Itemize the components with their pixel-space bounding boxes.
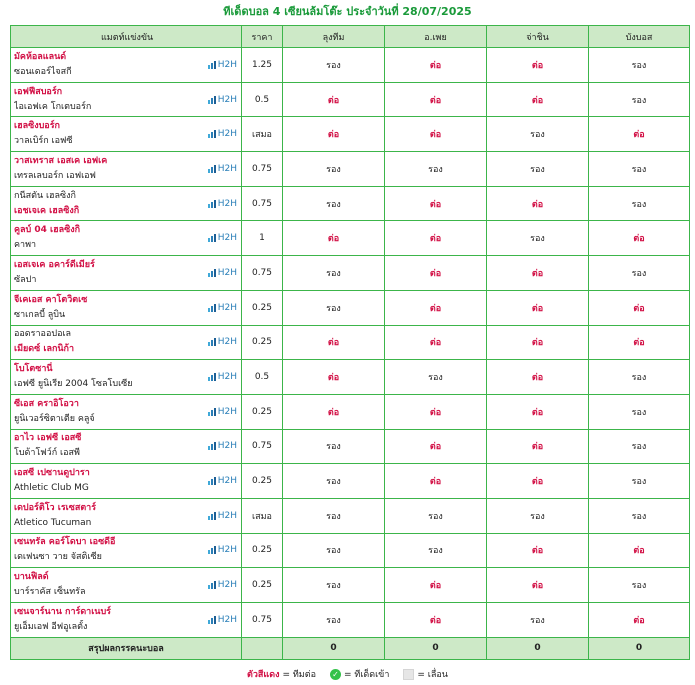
match-row <box>11 48 690 83</box>
tipster-pick: ต่อ <box>589 290 690 325</box>
bar-chart-icon <box>208 269 216 277</box>
home-team-name: โบโตซานี่ <box>14 364 53 375</box>
away-team-name: ซาเกลบี้ ลูบิน <box>14 309 66 320</box>
handicap-price: 0.25 <box>242 533 283 568</box>
match-teams <box>14 535 237 565</box>
bar-chart-icon <box>208 373 216 381</box>
match-cell <box>11 82 242 117</box>
tipster-pick: รอง <box>589 360 690 395</box>
postponed-box-icon <box>403 669 414 680</box>
bar-chart-icon <box>208 338 216 346</box>
home-team-name: อาไว เอฟซี เอสซี <box>14 433 82 444</box>
summary-value: 0 <box>487 637 589 659</box>
tipster-pick: ต่อ <box>385 464 487 499</box>
match-teams <box>14 223 237 253</box>
h2h-link[interactable] <box>208 441 237 451</box>
bar-chart-icon <box>208 61 216 69</box>
bar-chart-icon <box>208 512 216 520</box>
tipster-pick: ต่อ <box>487 186 589 221</box>
tipster-pick: ต่อ <box>487 325 589 360</box>
bar-chart-icon <box>208 200 216 208</box>
home-team-name: คูลบ์ 04 เฮลซิงกิ <box>14 225 81 236</box>
match-cell <box>11 325 242 360</box>
handicap-price: เสมอ <box>242 117 283 152</box>
tipster-pick: รอง <box>487 603 589 638</box>
home-team-name: เดปอร์ติโว เรเซสตาร์ <box>14 502 97 513</box>
tipster-pick: รอง <box>283 256 385 291</box>
match-row <box>11 117 690 152</box>
h2h-label: H2H <box>217 163 237 174</box>
tipster-pick: รอง <box>283 48 385 83</box>
h2h-label: H2H <box>217 302 237 313</box>
handicap-price: 0.75 <box>242 152 283 187</box>
legend <box>0 667 695 681</box>
tipster-pick: ต่อ <box>385 290 487 325</box>
tipster-pick: รอง <box>589 186 690 221</box>
match-teams <box>14 466 237 496</box>
tipster-pick: ต่อ <box>487 533 589 568</box>
h2h-label: H2H <box>217 198 237 209</box>
tipster-pick: รอง <box>487 498 589 533</box>
tipster-pick: ต่อ <box>589 533 690 568</box>
h2h-link[interactable] <box>208 337 237 347</box>
match-teams <box>14 258 237 288</box>
match-teams <box>14 85 237 115</box>
header-tipster-1: ลุงทีม <box>283 26 385 48</box>
tipster-pick: ต่อ <box>385 256 487 291</box>
legend-red <box>247 667 316 681</box>
home-team-name: กนีสตัน เฮลซิงกิ <box>14 190 76 201</box>
match-teams <box>14 119 237 149</box>
tipster-pick: ต่อ <box>589 117 690 152</box>
match-teams <box>14 605 237 635</box>
tipster-pick: รอง <box>589 568 690 603</box>
h2h-link[interactable] <box>208 407 237 417</box>
away-team-name: ซัลปา <box>14 274 37 285</box>
h2h-link[interactable] <box>208 580 237 590</box>
tipster-pick: ต่อ <box>589 325 690 360</box>
tipster-pick: ต่อ <box>487 464 589 499</box>
tipster-pick: ต่อ <box>385 394 487 429</box>
match-row <box>11 186 690 221</box>
handicap-price: เสมอ <box>242 498 283 533</box>
bar-chart-icon <box>208 165 216 173</box>
tipster-pick: รอง <box>589 152 690 187</box>
tipster-pick: ต่อ <box>385 568 487 603</box>
h2h-link[interactable] <box>208 615 237 625</box>
h2h-label: H2H <box>217 337 237 348</box>
match-teams <box>14 293 237 323</box>
tipster-pick: ต่อ <box>487 394 589 429</box>
match-cell <box>11 498 242 533</box>
h2h-link[interactable] <box>208 199 237 209</box>
tipster-pick: ต่อ <box>385 325 487 360</box>
bar-chart-icon <box>208 304 216 312</box>
tipster-pick: ต่อ <box>487 48 589 83</box>
h2h-label: H2H <box>217 129 237 140</box>
match-cell <box>11 290 242 325</box>
header-price: ราคา <box>242 26 283 48</box>
match-cell <box>11 429 242 464</box>
h2h-label: H2H <box>217 406 237 417</box>
tipster-pick: ต่อ <box>487 256 589 291</box>
header-match: แมตท์แข่งขัน <box>11 26 242 48</box>
tipster-pick: ต่อ <box>283 360 385 395</box>
tipster-pick: รอง <box>283 533 385 568</box>
home-team-name: เซนจาร์นาน การ์ดาเนบร์ <box>14 606 112 617</box>
h2h-label: H2H <box>217 59 237 70</box>
handicap-price: 0.25 <box>242 325 283 360</box>
legend-postponed <box>403 667 448 681</box>
tipster-pick: ต่อ <box>385 117 487 152</box>
match-row <box>11 498 690 533</box>
tipster-pick: ต่อ <box>283 117 385 152</box>
tipster-pick: ต่อ <box>487 82 589 117</box>
h2h-link[interactable] <box>208 511 237 521</box>
tipster-pick: ต่อ <box>283 82 385 117</box>
summary-row <box>11 637 690 659</box>
bar-chart-icon <box>208 408 216 416</box>
tipster-pick: รอง <box>283 464 385 499</box>
match-row <box>11 603 690 638</box>
away-team-name: Athletic Club MG <box>14 483 89 494</box>
header-tipster-3: จ่าชิน <box>487 26 589 48</box>
match-cell <box>11 48 242 83</box>
match-cell <box>11 394 242 429</box>
h2h-label: H2H <box>217 580 237 591</box>
home-team-name: บานฟิลด์ <box>14 572 49 583</box>
away-team-name: บาร์ราคัส เซ็นทรัล <box>14 587 86 598</box>
legend-check <box>330 667 389 681</box>
match-teams <box>14 154 237 184</box>
tipster-pick: รอง <box>283 152 385 187</box>
handicap-price: 0.75 <box>242 429 283 464</box>
match-cell <box>11 464 242 499</box>
handicap-price: 0.75 <box>242 603 283 638</box>
match-teams <box>14 397 237 427</box>
tipster-pick: ต่อ <box>283 325 385 360</box>
handicap-price: 0.25 <box>242 290 283 325</box>
match-row <box>11 429 690 464</box>
h2h-link[interactable] <box>208 476 237 486</box>
tips-table <box>10 25 690 660</box>
away-team-name: โบด้าโฟว์ก์ เอสพี <box>14 448 80 459</box>
header-tipster-2: อ.เพย <box>385 26 487 48</box>
away-team-name: ยูนิเวอร์ซิตาเตีย คลูจ์ <box>14 413 95 424</box>
match-teams <box>14 570 237 600</box>
handicap-price: 0.5 <box>242 82 283 117</box>
away-team-name: เมียดซ์ เลกนิก้า <box>14 344 75 355</box>
tipster-pick: รอง <box>283 429 385 464</box>
away-team-name: เดเฟนซา วาย จัสติเซีย <box>14 552 102 563</box>
tipster-pick: รอง <box>283 290 385 325</box>
h2h-link[interactable] <box>208 545 237 555</box>
bar-chart-icon <box>208 546 216 554</box>
h2h-link[interactable] <box>208 164 237 174</box>
match-row <box>11 221 690 256</box>
tipster-pick: รอง <box>589 394 690 429</box>
tipster-pick: รอง <box>283 603 385 638</box>
tipster-pick: ต่อ <box>487 290 589 325</box>
home-team-name: เอฟฟีสบอร์ก <box>14 86 63 97</box>
h2h-link[interactable] <box>208 129 237 139</box>
match-cell <box>11 568 242 603</box>
h2h-label: H2H <box>217 510 237 521</box>
tipster-pick: ต่อ <box>487 429 589 464</box>
home-team-name: เซนทรัล คอร์โดบา เอซดีอี <box>14 537 116 548</box>
bar-chart-icon <box>208 96 216 104</box>
tipster-pick: รอง <box>589 48 690 83</box>
h2h-link[interactable] <box>208 95 237 105</box>
away-team-name: ยูเอ็มเอฟ อีฟอูเลตั้ง <box>14 621 88 632</box>
match-teams <box>14 362 237 392</box>
match-row <box>11 360 690 395</box>
away-team-name: Atletico Tucuman <box>14 517 92 528</box>
h2h-link[interactable] <box>208 268 237 278</box>
tipster-pick: รอง <box>385 360 487 395</box>
home-team-name: มัคห้อลแลนด์ <box>14 51 67 62</box>
tipster-pick: รอง <box>283 186 385 221</box>
tipster-pick: ต่อ <box>385 48 487 83</box>
h2h-label: H2H <box>217 94 237 105</box>
away-team-name: วาลเบิร์ก เอฟซี <box>14 136 73 147</box>
h2h-label: H2H <box>217 614 237 625</box>
match-cell <box>11 117 242 152</box>
match-row <box>11 290 690 325</box>
tipster-pick: รอง <box>589 498 690 533</box>
home-team-name: ออดราออปอเล <box>14 329 72 340</box>
tipster-pick: ต่อ <box>385 429 487 464</box>
tipster-pick: รอง <box>589 82 690 117</box>
h2h-label: H2H <box>217 233 237 244</box>
match-teams <box>14 501 237 531</box>
tipster-pick: รอง <box>487 117 589 152</box>
handicap-price: 1.25 <box>242 48 283 83</box>
tipster-pick: ต่อ <box>487 568 589 603</box>
summary-value: 0 <box>385 637 487 659</box>
match-row <box>11 394 690 429</box>
h2h-label: H2H <box>217 545 237 556</box>
tipster-pick: ต่อ <box>385 186 487 221</box>
bar-chart-icon <box>208 442 216 450</box>
match-cell <box>11 152 242 187</box>
h2h-link[interactable] <box>208 303 237 313</box>
summary-price-cell <box>242 637 283 659</box>
handicap-price: 0.25 <box>242 394 283 429</box>
bar-chart-icon <box>208 234 216 242</box>
tipster-pick: ต่อ <box>283 394 385 429</box>
h2h-link[interactable] <box>208 60 237 70</box>
away-team-name: เอฟซี ยูนิเรีย 2004 โซลโบเซีย <box>14 379 133 390</box>
tipster-pick: รอง <box>589 256 690 291</box>
away-team-name: ซอนเดอร์ไจสกี <box>14 66 72 77</box>
tipster-pick: ต่อ <box>385 221 487 256</box>
home-team-name: เฮลซิงบอร์ก <box>14 121 60 132</box>
h2h-label: H2H <box>217 267 237 278</box>
h2h-label: H2H <box>217 372 237 383</box>
match-row <box>11 325 690 360</box>
match-cell <box>11 186 242 221</box>
away-team-name: ไอเอฟเค โกเตบอร์ก <box>14 101 92 112</box>
legend-red-text: ตัวสีแดง <box>247 670 280 680</box>
match-row <box>11 568 690 603</box>
tipster-pick: รอง <box>283 498 385 533</box>
match-cell <box>11 256 242 291</box>
match-row <box>11 533 690 568</box>
summary-label: สรุปผลกรรคนะบอล <box>11 637 242 659</box>
tipster-pick: ต่อ <box>487 360 589 395</box>
away-team-name: คาพา <box>14 240 37 251</box>
away-team-name: เอชเจเค เฮลซิงกิ <box>14 205 80 216</box>
match-teams <box>14 431 237 461</box>
h2h-label: H2H <box>217 441 237 452</box>
bar-chart-icon <box>208 130 216 138</box>
tipster-pick: ต่อ <box>589 221 690 256</box>
tipster-pick: รอง <box>385 533 487 568</box>
legend-check-desc: = ทีเด็ดเข้า <box>344 670 390 680</box>
match-teams <box>14 327 237 357</box>
home-team-name: เอสซี เปซานดูปารา <box>14 468 90 479</box>
check-icon: ✓ <box>330 669 341 680</box>
header-row <box>11 26 690 48</box>
match-teams <box>14 189 237 219</box>
handicap-price: 0.75 <box>242 256 283 291</box>
tipster-pick: รอง <box>589 429 690 464</box>
tipster-pick: รอง <box>385 152 487 187</box>
match-row <box>11 464 690 499</box>
tipster-pick: รอง <box>487 221 589 256</box>
match-teams <box>14 50 237 80</box>
match-cell <box>11 533 242 568</box>
home-team-name: ซีเอส คราอิโอวา <box>14 398 79 409</box>
match-row <box>11 152 690 187</box>
match-row <box>11 82 690 117</box>
summary-value: 0 <box>589 637 690 659</box>
summary-value: 0 <box>283 637 385 659</box>
tipster-pick: ต่อ <box>385 82 487 117</box>
tipster-pick: รอง <box>487 152 589 187</box>
tipster-pick: รอง <box>283 568 385 603</box>
match-cell <box>11 360 242 395</box>
match-cell <box>11 603 242 638</box>
h2h-link[interactable] <box>208 233 237 243</box>
tipster-pick: ต่อ <box>283 221 385 256</box>
handicap-price: 0.25 <box>242 464 283 499</box>
bar-chart-icon <box>208 477 216 485</box>
tipster-pick: ต่อ <box>385 603 487 638</box>
handicap-price: 0.25 <box>242 568 283 603</box>
home-team-name: วาสเทราส เอสเค เอฟเค <box>14 155 108 166</box>
header-tipster-4: บังบอส <box>589 26 690 48</box>
match-cell <box>11 221 242 256</box>
legend-box-desc: = เลื่อน <box>417 670 448 680</box>
handicap-price: 1 <box>242 221 283 256</box>
handicap-price: 0.75 <box>242 186 283 221</box>
home-team-name: เอสเจเค อคาร์ดีเมียร์ <box>14 259 95 270</box>
tipster-pick: รอง <box>385 498 487 533</box>
h2h-label: H2H <box>217 476 237 487</box>
page-title: ทีเด็ดบอล 4 เซียนล้มโต๊ะ ประจำวันที่ 28/07/2025 <box>223 5 472 18</box>
home-team-name: จีเคเอส คาโตวิตเซ <box>14 294 88 305</box>
tipster-pick: รอง <box>589 464 690 499</box>
match-row <box>11 256 690 291</box>
h2h-link[interactable] <box>208 372 237 382</box>
bar-chart-icon <box>208 616 216 624</box>
legend-red-desc: = ทีมต่อ <box>282 670 316 680</box>
bar-chart-icon <box>208 581 216 589</box>
tipster-pick: ต่อ <box>589 603 690 638</box>
handicap-price: 0.5 <box>242 360 283 395</box>
away-team-name: เทรลเลบอร์ก เอฟเอฟ <box>14 170 96 181</box>
